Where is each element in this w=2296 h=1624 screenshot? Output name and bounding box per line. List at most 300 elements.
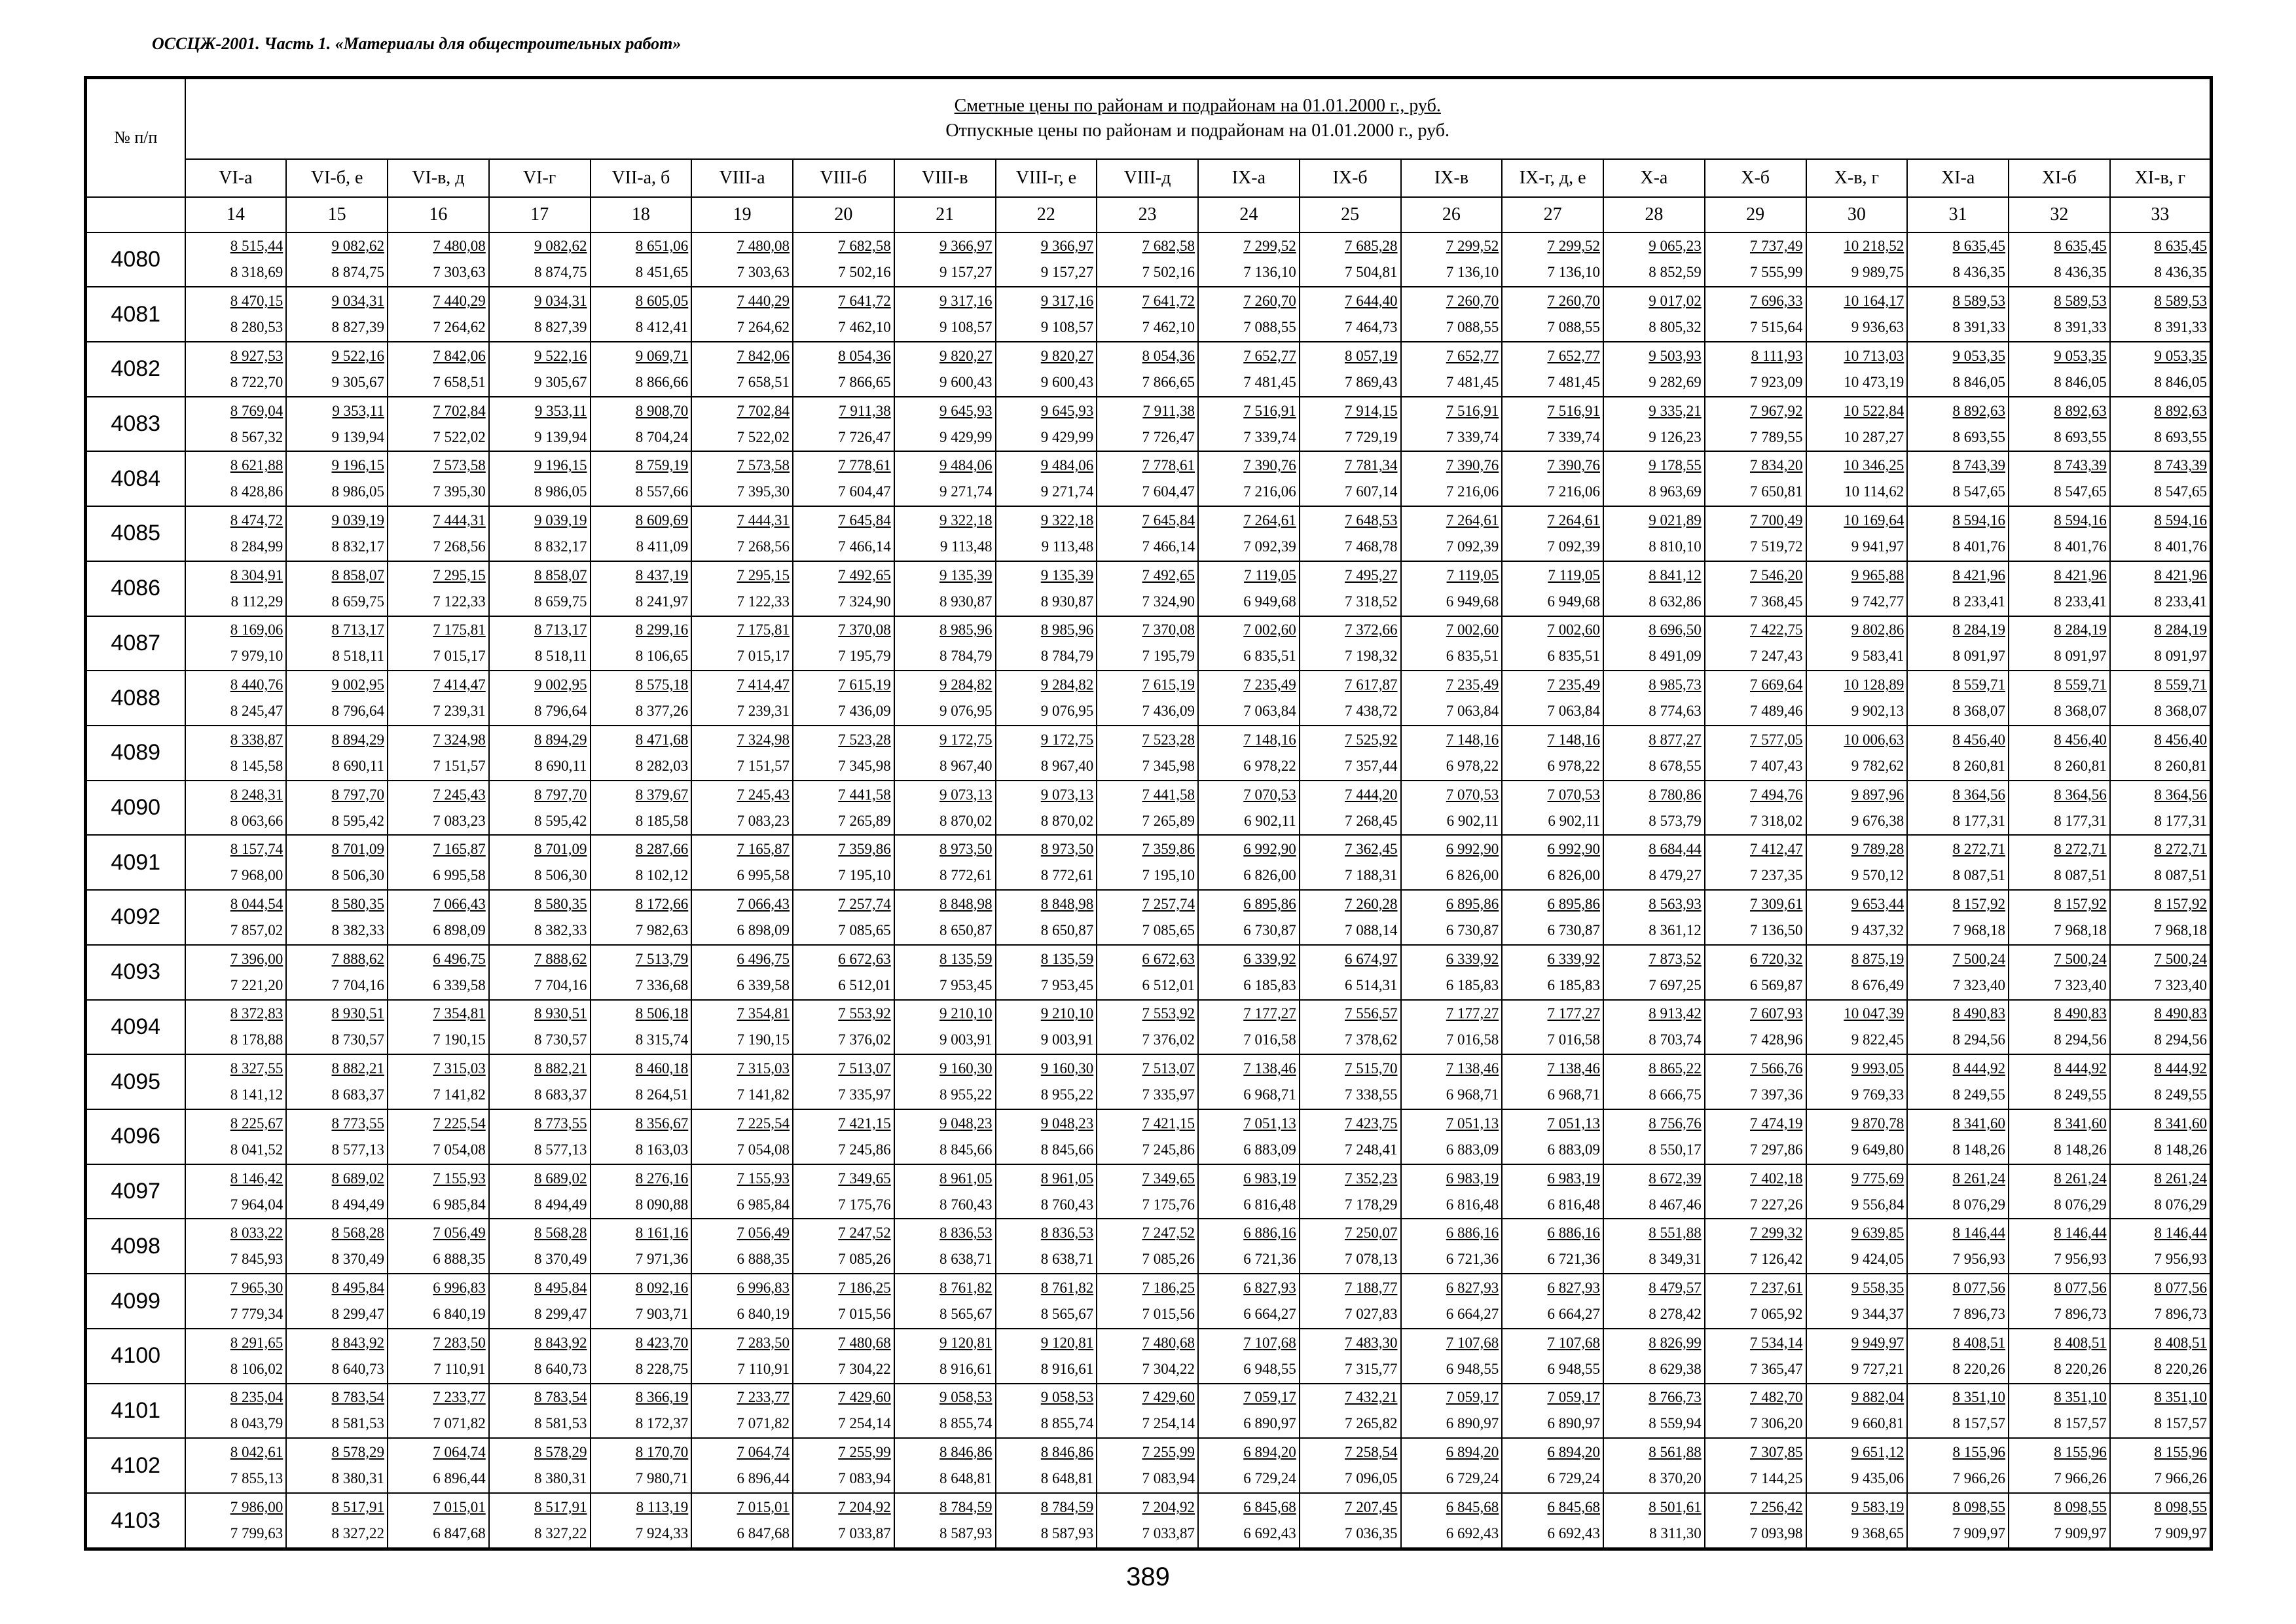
estimate-price: 8 456,40 (2154, 731, 2207, 748)
price-cell (1502, 890, 1603, 945)
release-price: 8 760,43 (939, 1196, 993, 1213)
price-cell (1502, 506, 1603, 561)
estimate-price: 6 339,92 (1446, 950, 1499, 967)
price-cell (2009, 1384, 2110, 1439)
release-price: 7 335,97 (1142, 1086, 1195, 1103)
estimate-price-wrap (287, 343, 387, 369)
estimate-price-wrap (1300, 563, 1400, 589)
estimate-price: 7 641,72 (838, 293, 891, 310)
estimate-price-wrap (1807, 563, 1907, 589)
release-price: 8 249,55 (1952, 1086, 2005, 1103)
release-price: 8 832,17 (534, 538, 587, 555)
estimate-price: 7 070,53 (1446, 786, 1499, 803)
estimate-price: 9 039,19 (331, 511, 384, 528)
price-cell (489, 835, 591, 890)
price-cell (2009, 1493, 2110, 1549)
estimate-price: 6 886,16 (1446, 1225, 1499, 1242)
release-price: 8 567,32 (230, 428, 283, 445)
release-price: 7 466,14 (838, 538, 891, 555)
release-price: 8 091,97 (2154, 648, 2207, 665)
estimate-price: 6 992,90 (1446, 841, 1499, 858)
estimate-price: 9 120,81 (1040, 1334, 1094, 1351)
estimate-price: 8 284,19 (1952, 621, 2005, 638)
estimate-price-wrap (1300, 1220, 1400, 1246)
estimate-price: 8 882,21 (331, 1060, 384, 1077)
price-cell (1401, 781, 1503, 836)
column-number: 27 (1502, 197, 1603, 232)
estimate-price-wrap (287, 1494, 387, 1521)
price-cell (1603, 342, 1705, 397)
price-cell (1806, 506, 1908, 561)
price-cell (489, 1000, 591, 1055)
price-cell (1806, 1219, 1908, 1274)
price-cell (996, 1000, 1097, 1055)
estimate-price: 9 120,81 (939, 1334, 993, 1351)
estimate-price: 9 820,27 (1040, 347, 1094, 364)
estimate-price-wrap (2009, 452, 2109, 479)
estimate-price-wrap (692, 782, 792, 808)
release-price: 8 228,75 (635, 1360, 689, 1377)
estimate-price-wrap (1604, 1330, 1704, 1356)
price-cell (286, 1054, 388, 1109)
estimate-price-wrap (1604, 836, 1704, 862)
release-price: 7 254,14 (838, 1415, 891, 1432)
estimate-price: 9 048,23 (1040, 1115, 1094, 1132)
price-cell (2110, 232, 2212, 287)
estimate-price-wrap (490, 946, 590, 972)
release-price: 8 436,35 (2154, 264, 2207, 281)
estimate-price: 8 155,96 (1952, 1444, 2005, 1461)
price-cell (286, 835, 388, 890)
estimate-price-wrap (1705, 1494, 1806, 1521)
release-price: 7 956,93 (2054, 1251, 2107, 1268)
estimate-price-wrap (2111, 891, 2210, 917)
estimate-price: 7 051,13 (1243, 1115, 1296, 1132)
release-price: 6 978,22 (1547, 757, 1600, 774)
price-cell (691, 1329, 793, 1384)
estimate-price-wrap (692, 507, 792, 534)
release-price: 8 043,79 (230, 1415, 283, 1432)
price-cell (1705, 1329, 1806, 1384)
estimate-price-wrap (1402, 233, 1502, 259)
release-price: 7 303,63 (737, 264, 790, 281)
release-price: 7 071,82 (433, 1415, 486, 1432)
release-price: 10 473,19 (1844, 373, 1904, 390)
estimate-price-wrap (2111, 672, 2210, 698)
estimate-price-wrap (1908, 398, 2008, 424)
release-price: 7 216,06 (1547, 483, 1600, 500)
estimate-price: 7 444,31 (433, 511, 486, 528)
estimate-price: 7 255,99 (838, 1444, 891, 1461)
estimate-price: 7 119,05 (1548, 566, 1600, 583)
release-price: 7 376,02 (1142, 1031, 1195, 1048)
estimate-price-wrap (591, 563, 691, 589)
estimate-price: 7 354,81 (737, 1005, 790, 1022)
estimate-price-wrap (1300, 782, 1400, 808)
estimate-price: 7 573,58 (737, 457, 790, 474)
release-price: 8 299,47 (331, 1306, 384, 1323)
estimate-price-wrap (996, 1384, 1097, 1411)
estimate-price-wrap (287, 233, 387, 259)
estimate-price-wrap (1604, 891, 1704, 917)
estimate-price-wrap (1402, 1220, 1502, 1246)
estimate-price: 7 444,20 (1345, 786, 1398, 803)
release-price: 7 489,46 (1750, 703, 1803, 720)
estimate-price-wrap (388, 1001, 488, 1027)
price-cell (2110, 397, 2212, 452)
estimate-price: 7 500,24 (2054, 950, 2107, 967)
table-row (86, 616, 2212, 671)
table-row (86, 1219, 2212, 1274)
price-cell (185, 890, 287, 945)
estimate-price-wrap (1199, 507, 1299, 534)
estimate-price: 7 237,61 (1750, 1280, 1803, 1297)
estimate-price: 9 284,82 (939, 676, 993, 693)
estimate-price-wrap (1604, 1384, 1704, 1411)
estimate-price-wrap (1402, 782, 1502, 808)
estimate-price: 7 873,52 (1649, 950, 1702, 967)
price-cell (1097, 616, 1198, 671)
estimate-price-wrap (287, 1384, 387, 1411)
release-price: 7 604,47 (1142, 483, 1195, 500)
estimate-price: 8 961,05 (1040, 1170, 1094, 1187)
release-price: 9 429,99 (939, 428, 993, 445)
estimate-price-wrap (895, 1384, 995, 1411)
release-price: 7 468,78 (1345, 538, 1398, 555)
estimate-price: 8 135,59 (1040, 950, 1094, 967)
price-cell (691, 1438, 793, 1493)
release-price: 7 436,09 (838, 703, 891, 720)
price-cell (1603, 1274, 1705, 1329)
estimate-price-wrap (490, 1439, 590, 1466)
estimate-price: 8 501,61 (1649, 1499, 1702, 1516)
estimate-price-wrap (793, 1166, 894, 1192)
release-price: 7 845,93 (230, 1251, 283, 1268)
release-price: 7 265,82 (1345, 1415, 1398, 1432)
price-cell (1705, 1219, 1806, 1274)
release-price: 7 357,44 (1345, 757, 1398, 774)
price-cell (793, 1164, 894, 1219)
price-cell (388, 1438, 489, 1493)
price-cell (894, 835, 996, 890)
estimate-price: 7 965,30 (230, 1280, 283, 1297)
release-price: 9 271,74 (1040, 483, 1094, 500)
price-cell (1502, 671, 1603, 726)
release-price: 7 195,10 (1142, 867, 1195, 884)
price-cell (1603, 1164, 1705, 1219)
price-cell (1401, 1493, 1503, 1549)
estimate-price: 8 456,40 (2054, 731, 2107, 748)
estimate-price-wrap (2111, 1111, 2210, 1137)
price-cell (591, 287, 692, 342)
estimate-price: 7 842,06 (433, 347, 486, 364)
estimate-price-wrap (996, 1275, 1097, 1301)
price-cell (2110, 1329, 2212, 1384)
estimate-price-wrap (1097, 1275, 1197, 1301)
release-price: 6 896,44 (737, 1470, 790, 1487)
estimate-price-wrap (895, 1330, 995, 1356)
price-cell (1097, 1384, 1198, 1439)
release-price: 7 110,91 (433, 1360, 486, 1377)
estimate-price-wrap (2111, 1220, 2210, 1246)
estimate-price-wrap (1705, 836, 1806, 862)
price-cell (996, 1384, 1097, 1439)
column-number: 22 (996, 197, 1097, 232)
price-cell (793, 232, 894, 287)
estimate-price-wrap (490, 233, 590, 259)
estimate-price: 7 700,49 (1750, 511, 1803, 528)
release-price: 8 730,57 (331, 1031, 384, 1048)
release-price: 6 948,55 (1547, 1360, 1600, 1377)
release-price: 7 903,71 (635, 1306, 689, 1323)
release-price: 8 581,53 (534, 1415, 587, 1432)
estimate-price-wrap (692, 452, 792, 479)
price-cell (691, 1109, 793, 1164)
estimate-price-wrap (186, 1056, 286, 1082)
estimate-price: 7 148,16 (1446, 731, 1499, 748)
row-number-header: № п/п (86, 78, 185, 197)
release-price: 6 514,31 (1345, 976, 1398, 993)
estimate-price-wrap (1402, 891, 1502, 917)
price-cell (185, 1000, 287, 1055)
release-price: 8 233,41 (1952, 593, 2005, 610)
estimate-price: 8 261,24 (1952, 1170, 2005, 1187)
estimate-price: 6 339,92 (1243, 950, 1296, 967)
price-cell (185, 342, 287, 397)
price-cell (691, 671, 793, 726)
estimate-price-wrap (895, 1275, 995, 1301)
estimate-price-wrap (1402, 1384, 1502, 1411)
price-cell (793, 1109, 894, 1164)
estimate-price-wrap (1807, 1330, 1907, 1356)
price-cell (388, 726, 489, 781)
release-price: 7 896,73 (1952, 1306, 2005, 1323)
price-cell (1401, 506, 1503, 561)
estimate-price-wrap (490, 563, 590, 589)
estimate-price-wrap (2111, 233, 2210, 259)
release-price: 9 282,69 (1649, 373, 1702, 390)
release-price: 7 027,83 (1345, 1306, 1398, 1323)
estimate-price-wrap (1807, 1001, 1907, 1027)
release-price: 8 784,79 (1040, 648, 1094, 665)
estimate-price-wrap (895, 288, 995, 314)
estimate-price: 8 797,70 (534, 786, 587, 803)
estimate-price-wrap (591, 343, 691, 369)
estimate-price: 9 073,13 (939, 786, 993, 803)
release-price: 8 241,97 (635, 593, 689, 610)
release-price: 8 986,05 (331, 483, 384, 500)
column-number: 16 (388, 197, 489, 232)
release-price: 6 816,48 (1446, 1196, 1499, 1213)
estimate-price: 8 517,91 (331, 1499, 384, 1516)
price-cell (691, 232, 793, 287)
release-price: 7 481,45 (1446, 373, 1499, 390)
estimate-price: 9 135,39 (1040, 566, 1094, 583)
estimate-price: 7 914,15 (1345, 402, 1398, 419)
release-price: 8 547,65 (2054, 483, 2107, 500)
estimate-price: 8 877,27 (1649, 731, 1702, 748)
release-price: 7 481,45 (1547, 373, 1600, 390)
estimate-price-wrap (1908, 233, 2008, 259)
price-cell (2009, 1219, 2110, 1274)
estimate-price: 7 186,25 (838, 1280, 891, 1297)
price-cell (1300, 1109, 1401, 1164)
release-price: 7 122,33 (433, 593, 486, 610)
release-price: 8 177,31 (2054, 812, 2107, 829)
price-cell (996, 451, 1097, 506)
price-cell (489, 671, 591, 726)
estimate-price-wrap (1807, 1056, 1907, 1082)
price-cell (591, 1000, 692, 1055)
estimate-price-wrap (2009, 1494, 2109, 1521)
release-price: 7 504,81 (1345, 264, 1398, 281)
price-cell (591, 1109, 692, 1164)
estimate-price: 7 482,70 (1750, 1389, 1803, 1406)
estimate-price: 6 496,75 (737, 950, 790, 967)
estimate-price: 7 911,38 (1142, 402, 1195, 419)
estimate-price: 8 892,63 (2054, 402, 2107, 419)
price-cell (489, 1109, 591, 1164)
estimate-price: 8 042,61 (230, 1444, 283, 1461)
release-price: 6 729,24 (1243, 1470, 1296, 1487)
estimate-price-wrap (996, 452, 1097, 479)
estimate-price-wrap (1199, 1220, 1299, 1246)
release-price: 7 502,16 (1142, 264, 1195, 281)
price-cell (996, 1219, 1097, 1274)
estimate-price-wrap (1503, 398, 1603, 424)
estimate-price-wrap (287, 1056, 387, 1082)
release-price: 8 436,35 (1952, 264, 2005, 281)
estimate-price: 9 820,27 (939, 347, 993, 364)
estimate-price: 7 283,50 (737, 1334, 790, 1351)
estimate-price-wrap (793, 563, 894, 589)
price-cell (286, 781, 388, 836)
estimate-price: 7 235,49 (1243, 676, 1296, 693)
estimate-price: 8 057,19 (1345, 347, 1398, 364)
release-price: 7 136,50 (1750, 921, 1803, 938)
estimate-price: 8 589,53 (1952, 293, 2005, 310)
release-price: 6 721,36 (1243, 1251, 1296, 1268)
price-cell (1300, 1054, 1401, 1109)
estimate-price-wrap (793, 727, 894, 753)
estimate-price: 8 559,71 (1952, 676, 2005, 693)
price-cell (591, 945, 692, 1000)
release-price: 7 726,47 (1142, 428, 1195, 445)
release-price: 6 995,58 (433, 867, 486, 884)
region-header: VIII-д (1097, 159, 1198, 197)
estimate-price-wrap (1705, 617, 1806, 643)
estimate-price-wrap (1807, 233, 1907, 259)
release-price: 9 139,94 (331, 428, 384, 445)
price-cell (591, 616, 692, 671)
estimate-price-wrap (1503, 1384, 1603, 1411)
estimate-price-wrap (2009, 1111, 2109, 1137)
estimate-price: 7 370,08 (1142, 621, 1195, 638)
estimate-price-wrap (490, 1494, 590, 1521)
estimate-price: 7 165,87 (433, 841, 486, 858)
estimate-price-wrap (2111, 343, 2210, 369)
price-cell (1705, 671, 1806, 726)
price-cell (1603, 1384, 1705, 1439)
release-price: 8 772,61 (1040, 867, 1094, 884)
estimate-price-wrap (490, 398, 590, 424)
region-header: X-в, г (1806, 159, 1908, 197)
price-cell (2110, 1219, 2212, 1274)
estimate-price: 7 264,61 (1547, 511, 1600, 528)
price-cell (2009, 451, 2110, 506)
price-cell (185, 616, 287, 671)
price-cell (1907, 1329, 2009, 1384)
estimate-price-wrap (1300, 1001, 1400, 1027)
estimate-price: 9 034,31 (331, 293, 384, 310)
estimate-price-wrap (388, 1384, 488, 1411)
price-cell (894, 1109, 996, 1164)
table-row (86, 506, 2212, 561)
price-cell (1300, 232, 1401, 287)
release-price: 8 930,87 (1040, 593, 1094, 610)
release-price: 8 845,66 (1040, 1141, 1094, 1158)
release-price: 9 157,27 (939, 264, 993, 281)
release-price: 7 175,76 (838, 1196, 891, 1213)
release-price: 8 640,73 (534, 1360, 587, 1377)
release-price: 9 727,21 (1851, 1360, 1904, 1377)
estimate-price: 8 973,50 (1040, 841, 1094, 858)
price-cell (388, 890, 489, 945)
release-price: 9 305,67 (331, 373, 384, 390)
price-cell (1907, 1493, 2009, 1549)
estimate-price-wrap (1705, 1275, 1806, 1301)
estimate-price: 6 894,20 (1446, 1444, 1499, 1461)
price-cell (691, 835, 793, 890)
estimate-price-wrap (1705, 1439, 1806, 1466)
release-price: 8 106,02 (230, 1360, 283, 1377)
estimate-price-wrap (388, 1275, 488, 1301)
release-price: 7 968,18 (2054, 921, 2107, 938)
price-cell (1097, 561, 1198, 616)
estimate-price-wrap (1807, 1275, 1907, 1301)
release-price: 8 870,02 (939, 812, 993, 829)
estimate-price-wrap (793, 946, 894, 972)
release-price: 6 888,35 (433, 1251, 486, 1268)
estimate-price: 7 235,49 (1446, 676, 1499, 693)
estimate-price-wrap (1402, 563, 1502, 589)
price-cell (691, 451, 793, 506)
estimate-price: 7 148,16 (1547, 731, 1600, 748)
estimate-price: 8 892,63 (2154, 402, 2207, 419)
estimate-price: 7 283,50 (433, 1334, 486, 1351)
release-price: 7 190,15 (433, 1031, 486, 1048)
release-price: 8 145,58 (230, 757, 283, 774)
price-cell (894, 1329, 996, 1384)
release-price: 8 245,47 (230, 703, 283, 720)
price-cell (1603, 287, 1705, 342)
estimate-price-wrap (1705, 563, 1806, 589)
estimate-price-wrap (1199, 233, 1299, 259)
price-cell (1401, 726, 1503, 781)
estimate-price: 7 737,49 (1750, 238, 1803, 255)
estimate-price: 6 996,83 (433, 1280, 486, 1297)
price-cell (1300, 835, 1401, 890)
estimate-price-wrap (895, 891, 995, 917)
release-price: 7 198,32 (1345, 648, 1398, 665)
estimate-price: 7 390,76 (1446, 457, 1499, 474)
price-cell (1198, 671, 1300, 726)
estimate-price: 8 161,16 (635, 1225, 689, 1242)
estimate-price-wrap (692, 891, 792, 917)
release-price: 8 650,87 (1040, 921, 1094, 938)
price-cell (1097, 1438, 1198, 1493)
estimate-price: 7 177,27 (1547, 1005, 1600, 1022)
